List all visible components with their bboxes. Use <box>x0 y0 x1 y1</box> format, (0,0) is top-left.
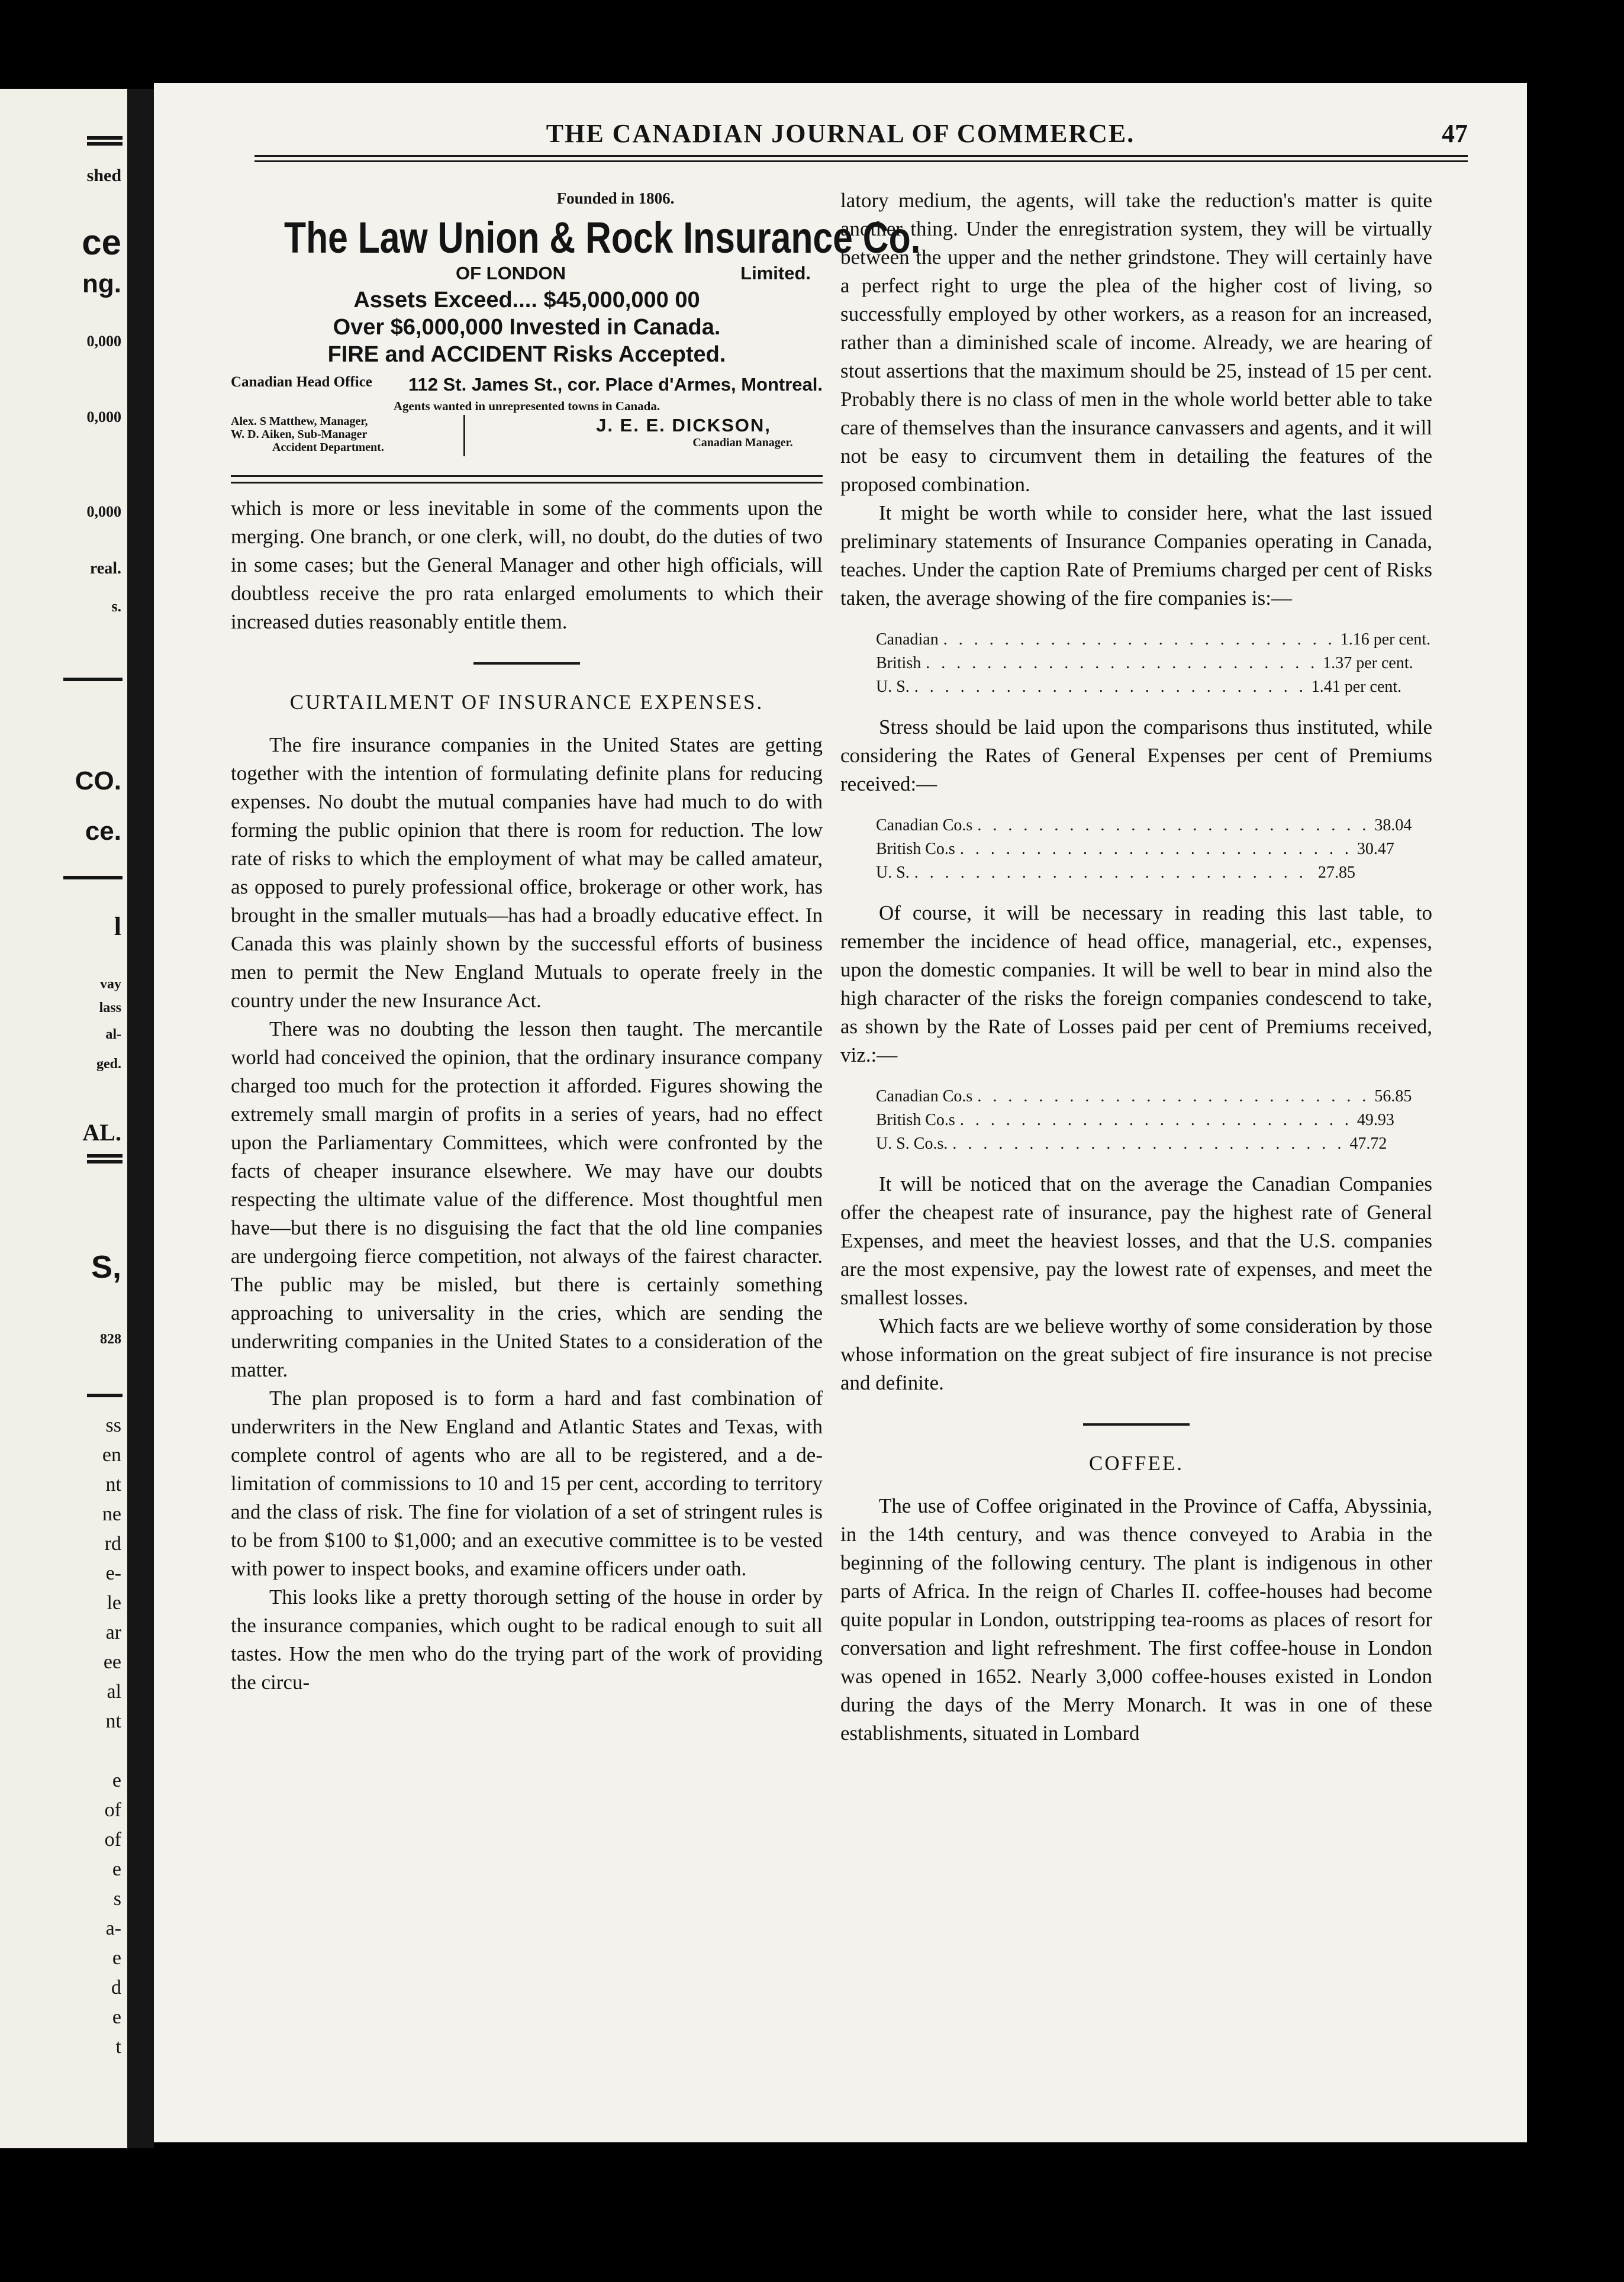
table-value: 47.72 <box>1349 1134 1387 1153</box>
adjacent-text: of <box>104 1829 121 1851</box>
table-label: British Co.s <box>876 840 955 858</box>
table-label: U. S. <box>876 863 910 882</box>
article-paragraph: There was no doubting the lesson then taught. The mercantile world had conceived the opinion, that the ordinary insurance company charged too much for the protection it afforded. Figures showing the extremely small margin of profits in a series of years, had no effect upon the Parliamentary Committees, which were confronted by the facts of cheaper insurance elsewhere. We may have our doubts respecting the ultimate value of the difference. Most thoughtful men have—but there is no disguising the fact that the old line companies are undergoing fierce competition, not always of the fairest character. The public may be misled, but there is certainly something approaching to universality in the cries, which are sending the underwriting companies in the United States to a consideration of the matter. <box>231 1017 823 1381</box>
adjacent-rule <box>87 136 123 146</box>
ad-head-office <box>231 374 823 395</box>
table-leader: . . . . . . . . . . . . . . . . . . . . . . . . . . <box>914 863 1307 882</box>
section-title-insurance: CURTAILMENT OF INSURANCE EXPENSES. <box>289 691 764 714</box>
adjacent-fragment: ce. <box>85 817 121 846</box>
adjacent-rule <box>63 876 123 879</box>
running-head: THE CANADIAN JOURNAL OF COMMERCE. <box>546 119 1135 148</box>
adjacent-text: a- <box>105 1917 121 1939</box>
adjacent-fragment: ce <box>82 223 121 262</box>
right-column <box>840 186 1432 1748</box>
adjacent-fragment: lass <box>99 1000 121 1016</box>
table-value: 1.16 per cent. <box>1340 630 1431 649</box>
table-leader: . . . . . . . . . . . . . . . . . . . . . . . . . . <box>952 1134 1345 1153</box>
table-row <box>876 814 1412 837</box>
adjacent-text: ne <box>102 1503 121 1525</box>
article-paragraph: It will be noticed that on the average the Canadian Companies offer the cheapest rate of insurance, pay the highest rate of General Expenses, and meet the heaviest losses, and that the U.S. companies are the most expensive, pay the lowest rate of expenses, and meet the smallest losses. <box>840 1172 1432 1309</box>
ad-limited: Limited. <box>740 263 811 283</box>
table-leader: . . . . . . . . . . . . . . . . . . . . . . . . . . <box>926 654 1319 672</box>
table-row <box>876 1085 1412 1108</box>
table-row <box>876 1108 1394 1132</box>
adjacent-text: nt <box>105 1474 121 1495</box>
adjacent-text: al <box>107 1681 121 1703</box>
adjacent-rule <box>63 678 123 681</box>
article-paragraph: The fire insurance companies in the United States are getting together with the intention of formulating definite plans for reducing expenses. No doubt the mutual companies have had much to do with forming the public opinion that there is room for reduction. The low rate of risks to which the employment of what may be called amateur, as opposed to purely professional office, brokerage or other work, has brought in the smaller mutuals—has had a broadly educative effect. In Canada this was plainly shown by the successful efforts of business men to permit the New England Mutuals to operate freely in the country under the new Insurance Act. <box>231 733 823 1012</box>
table-leader: . . . . . . . . . . . . . . . . . . . . . . . . . . <box>943 630 1336 649</box>
ad-staff-line: Accident Department. <box>272 441 384 454</box>
adjacent-text: of <box>104 1799 121 1821</box>
adjacent-page-strip <box>0 89 127 2148</box>
article-paragraph: Stress should be laid upon the comparisons thus instituted, while considering the Rates of General Expenses per cent of Premiums received:— <box>840 715 1432 795</box>
article-paragraph: latory medium, the agents, will take the reduction's matter is quite another thing. Under the enregistration system, they will be virtually between the upper and the nether grindstone. They will certainly have a perfect right to urge the plea of the higher cost of living, so successfully employed by other workers, as a reason for an increased, rather than a diminished scale of income. Already, we are hearing of stout assertions that the maximum should be 25, instead of 15 per cent. Probably there is no class of men in the whole world better able to take care of themselves than the insurance canvassers and agents, and it will not be easy to circumvent them in detailing the features of the proposed combination. <box>840 189 1432 496</box>
table-value: 38.04 <box>1374 816 1412 834</box>
table-value: 56.85 <box>1374 1087 1412 1105</box>
adjacent-text: ss <box>105 1414 121 1436</box>
adjacent-fragment: 0,000 <box>86 503 121 520</box>
table-row <box>876 837 1394 861</box>
table-label: British <box>876 654 921 672</box>
table-row <box>876 652 1413 675</box>
article-paragraph: Of course, it will be necessary in reading this last table, to remember the incidence of head office, managerial, etc., expenses, upon the domestic companies. It will be well to bear in mind also the high character of the risks the foreign companies condescend to take, as shown by the Rate of Losses paid per cent of Premiums received, viz.:— <box>840 901 1432 1066</box>
ad-founded: Founded in 1806. <box>556 189 675 207</box>
table-value: 49.93 <box>1356 1111 1394 1129</box>
section-divider <box>1083 1423 1190 1426</box>
adjacent-fragment: real. <box>89 559 121 578</box>
intro-paragraph: which is more or less inevitable in some of the comments upon the merging. One branch, or one clerk, will, no doubt, do the duties of two in some cases; but the General Manager and other high officials, will doubtless receive the pro rata enlarged emoluments to which their increased duties reasonably entitle them. <box>231 497 823 633</box>
article-paragraph: The use of Coffee originated in the Province of Caffa, Abyssinia, in the 14th century, and was thence conveyed to Arabia in the beginning of the following century. The plant is indigenous in other parts of Africa. In the reign of Charles II. coffee-houses had become quite popular in London, outstripping tea-rooms as places of resort for conversation and light refreshment. The first coffee-house in London was opened in 1652. Nearly 3,000 coffee-houses existed in London during the days of the Merry Monarch. It was in one of these establishments, situated in Lombard <box>840 1494 1432 1745</box>
table-value: 1.41 per cent. <box>1311 678 1402 696</box>
table-row <box>876 628 1431 652</box>
ad-company-name: The Law Union & Rock Insurance Co. <box>284 213 921 262</box>
ad-manager-title: Canadian Manager. <box>692 436 793 449</box>
page-gutter <box>127 89 154 2148</box>
losses-table <box>876 1085 1412 1156</box>
ad-assets: Assets Exceed.... $45,000,000 00 <box>353 288 700 312</box>
adjacent-fragment: s. <box>111 598 121 615</box>
adjacent-fragment: ng. <box>82 269 121 298</box>
insurance-advertisement <box>231 189 921 456</box>
adjacent-text: rd <box>104 1533 121 1555</box>
adjacent-fragment: al- <box>105 1027 121 1042</box>
table-label: U. S. Co.s. <box>876 1134 948 1153</box>
adjacent-fragment: 0,000 <box>86 333 121 350</box>
adjacent-fragment: CO. <box>75 766 121 795</box>
adjacent-text: ar <box>105 1622 121 1643</box>
table-row <box>876 675 1402 699</box>
adjacent-rule <box>87 1154 123 1163</box>
table-value: 27.85 <box>1318 863 1355 882</box>
adjacent-text: e <box>112 1947 121 1969</box>
table-leader: . . . . . . . . . . . . . . . . . . . . . . . . . . <box>977 816 1370 834</box>
article-paragraph: This looks like a pretty thorough setting of the house in order by the insurance companies, which ought to be radical enough to suit all tastes. How the men who do the trying part of the work of providing the circu- <box>231 1585 823 1694</box>
ad-manager-name: J. E. E. DICKSON, <box>596 415 771 436</box>
ad-agents-wanted: Agents wanted in unrepresented towns in Canada. <box>393 399 660 413</box>
adjacent-text: e <box>112 2006 121 2028</box>
ad-origin: OF LONDON <box>456 263 566 283</box>
adjacent-text: le <box>107 1592 121 1614</box>
section-divider <box>473 662 580 665</box>
adjacent-text: s <box>113 1888 121 1910</box>
adjacent-text: d <box>111 1977 121 1999</box>
ad-staff-line: Alex. S Matthew, Manager, <box>231 415 368 428</box>
expenses-table <box>876 814 1412 885</box>
table-leader: . . . . . . . . . . . . . . . . . . . . . . . . . . <box>914 678 1307 696</box>
adjacent-fragment: ged. <box>96 1056 121 1072</box>
adjacent-rule <box>87 1394 123 1397</box>
table-row <box>876 1132 1387 1156</box>
table-label: Canadian <box>876 630 939 649</box>
adjacent-fragment: l <box>114 912 121 941</box>
adjacent-text: en <box>102 1444 121 1466</box>
premiums-table <box>876 628 1431 699</box>
table-label: Canadian Co.s <box>876 816 973 834</box>
journal-page <box>154 83 1527 2142</box>
table-value: 1.37 per cent. <box>1323 654 1413 672</box>
ad-head-office-label: Canadian Head Office <box>231 374 372 390</box>
table-leader: . . . . . . . . . . . . . . . . . . . . . . . . . . <box>977 1087 1370 1105</box>
adjacent-text: e <box>112 1769 121 1791</box>
ad-risks: FIRE and ACCIDENT Risks Accepted. <box>327 342 726 367</box>
ad-staff-list <box>231 415 384 456</box>
ad-manager <box>544 415 823 456</box>
table-label: U. S. <box>876 678 910 696</box>
adjacent-text: t <box>115 2036 121 2058</box>
ad-staff-line: W. D. Aiken, Sub-Manager <box>231 428 368 441</box>
adjacent-text: ee <box>103 1651 121 1673</box>
adjacent-fragment: AL. <box>82 1119 121 1146</box>
table-label: British Co.s <box>876 1111 955 1129</box>
adjacent-text: e- <box>105 1562 121 1584</box>
adjacent-fragment: 828 <box>100 1332 121 1347</box>
table-row <box>876 861 1355 885</box>
ad-head-office-address: 112 St. James St., cor. Place d'Armes, Montreal. <box>408 374 823 395</box>
table-leader: . . . . . . . . . . . . . . . . . . . . . . . . . . <box>959 840 1352 858</box>
adjacent-text: e <box>112 1858 121 1880</box>
article-paragraph: Which facts are we believe worthy of some consideration by those whose information on the great subject of fire insurance is not precise and definite. <box>840 1314 1432 1394</box>
adjacent-fragment: shed <box>86 166 121 185</box>
adjacent-text: nt <box>105 1710 121 1732</box>
table-label: Canadian Co.s <box>876 1087 973 1105</box>
section-title-coffee: COFFEE. <box>1088 1452 1184 1475</box>
table-leader: . . . . . . . . . . . . . . . . . . . . . . . . . . <box>959 1111 1352 1129</box>
ad-origin-row <box>231 263 823 286</box>
header-rule <box>254 155 1468 162</box>
page-number: 47 <box>1442 119 1468 148</box>
adjacent-fragment: 0,000 <box>86 408 121 426</box>
table-value: 30.47 <box>1356 840 1394 858</box>
adjacent-fragment: vay <box>100 976 121 992</box>
ad-divider <box>463 415 465 456</box>
adjacent-fragment: S, <box>91 1249 121 1285</box>
ad-bottom-rule <box>231 475 823 484</box>
article-paragraph: It might be worth while to consider here, what the last issued preliminary statements of Insurance Companies operating in Canada, teaches. Under the caption Rate of Premiums charged per cent of Risks taken, the average showing of the fire companies is:— <box>840 501 1432 610</box>
article-paragraph: The plan proposed is to form a hard and fast combination of underwriters in the New England and Atlantic States and Texas, with complete control of agents who are all to be registered, and a de-limitation of commissions to 10 and 15 per cent, according to territory and the class of risk. The fine for violation of a set of stringent rules is to be from $100 to $1,000; and an executive committee is to be vested with power to inspect books, and examine officers under oath. <box>231 1387 823 1580</box>
ad-invested: Over $6,000,000 Invested in Canada. <box>333 315 721 340</box>
ad-staff <box>231 415 823 456</box>
